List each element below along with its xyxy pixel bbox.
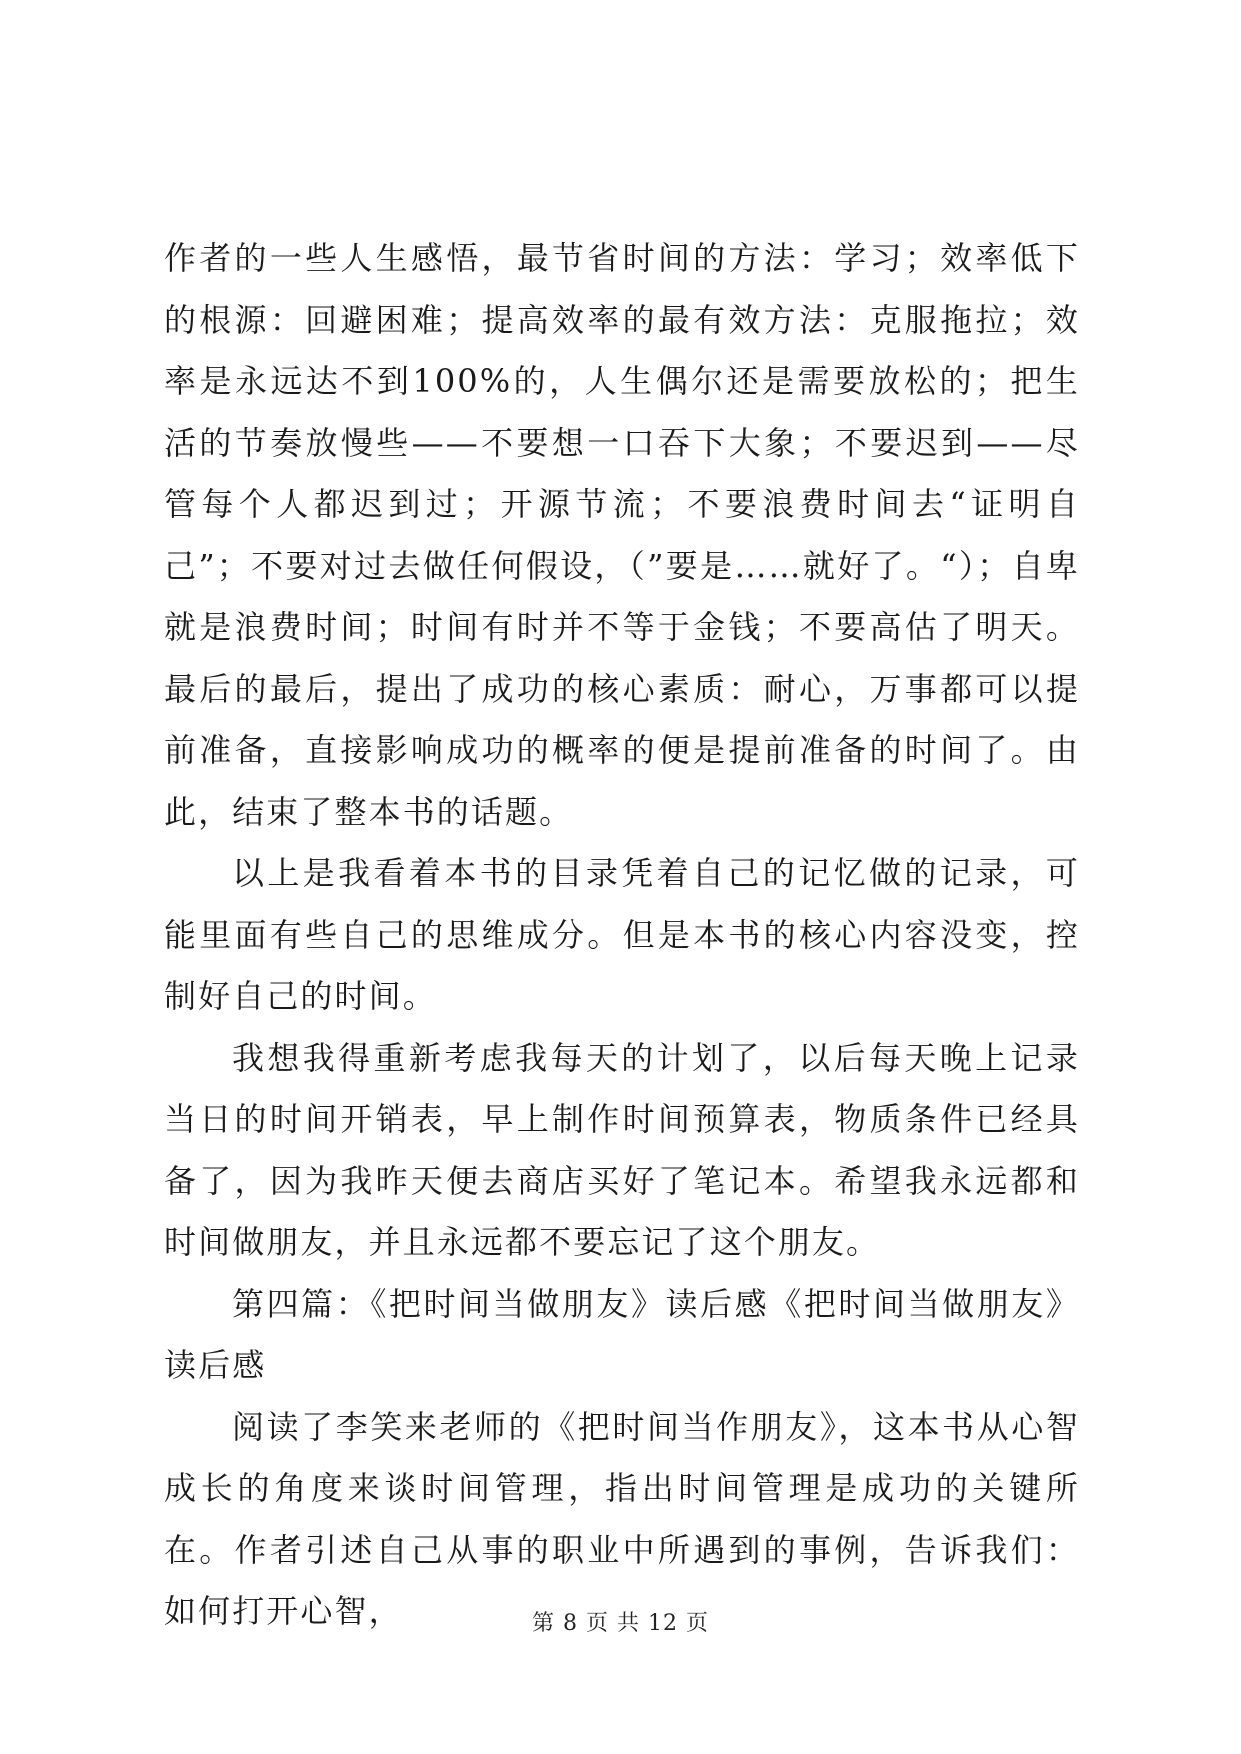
document-body	[164, 228, 1080, 1643]
section-heading: 第四篇：《把时间当做朋友》读后感《把时间当做朋友》读后感	[164, 1284, 1080, 1384]
paragraph: 阅读了李笑来老师的《把时间当作朋友》，这本书从心智成长的角度来谈时间管理，指出时间管理是成功的关键所在。作者引述自己从事的职业中所遇到的事例，告诉我们：如何打开心智，	[164, 1407, 1080, 1630]
page-number-footer: 第 8 页 共 12 页	[532, 1611, 709, 1636]
paragraph: 以上是我看着本书的目录凭着自己的记忆做的记录，可能里面有些自己的思维成分。但是本书的核心内容没变，控制好自己的时间。	[164, 854, 1080, 1015]
paragraph: 作者的一些人生感悟，最节省时间的方法：学习；效率低下的根源：回避困难；提高效率的最有效方法：克服拖拉；效率是永远达不到100%的，人生偶尔还是需要放松的；把生活的节奏放慢些——不要想一口吞下大象；不要迟到——尽管每个人都迟到过；开源节流；不要浪费时间去“证明自己”；不要对过去做任何假设，（”要是……就好了。“）；自卑就是浪费时间；时间有时并不等于金钱；不要高估了明天。最后的最后，提出了成功的核心素质：耐心，万事都可以提前准备，直接影响成功的概率的便是提前准备的时间了。由此，结束了整本书的话题。	[164, 239, 1080, 831]
paragraph: 我想我得重新考虑我每天的计划了，以后每天晚上记录当日的时间开销表，早上制作时间预算表，物质条件已经具备了，因为我昨天便去商店买好了笔记本。希望我永远都和时间做朋友，并且永远都不要忘记了这个朋友。	[164, 1038, 1080, 1261]
